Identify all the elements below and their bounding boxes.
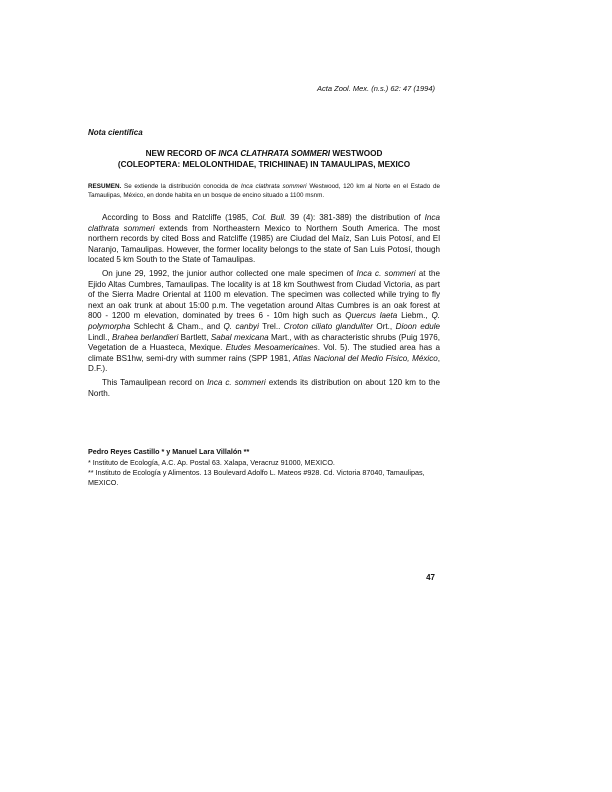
- p2-text: Liebm.,: [397, 311, 432, 321]
- p2-text: , D.F.).: [88, 353, 440, 374]
- p2-text: . Vol. 5). The studied area has a climate BS1hw, semi-dry with summer rains (SPP 1981,: [88, 343, 440, 363]
- p2-atlas-title: Atlas Nacional del Medio Físico, México: [293, 353, 438, 363]
- body-text: [88, 213, 440, 402]
- p2-species: Croton ciliato glanduliter: [283, 321, 373, 331]
- title-line-1-a: NEW RECORD OF: [145, 149, 219, 158]
- p1-text: 39 (4): 381-389) the distribution of: [286, 213, 425, 222]
- paper-title: [88, 148, 440, 170]
- p2-species: Dioon edule: [395, 321, 440, 331]
- p2-text: Ort.,: [373, 321, 396, 331]
- p2-species: Brahea berlandieri: [111, 332, 179, 342]
- p3-text: This Tamaulipean record on: [102, 377, 208, 387]
- paragraph-3: [88, 378, 440, 399]
- p2-species: Quercus laeta: [345, 311, 398, 321]
- resumen-abstract: [88, 182, 440, 200]
- paragraph-2: [88, 269, 440, 375]
- affiliation-2: ** Instituto de Ecología y Alimentos. 13 Boulevard Adolfo L. Mateos #928. Cd. Victoria 87040, Tamaulipas, MEXICO.: [88, 468, 425, 487]
- journal-citation: Acta Zool. Mex. (n.s.) 62: 47 (1994): [317, 84, 435, 93]
- resumen-text-a: Se extiende la distribución conocida de: [121, 183, 241, 190]
- author-names: Pedro Reyes Castillo * y Manuel Lara Villalón **: [88, 447, 250, 456]
- p2-text: Bartlett,: [178, 332, 211, 342]
- p2-species: Inca c. sommeri: [356, 268, 416, 278]
- resumen-species: Inca clathrata sommeri: [240, 183, 307, 190]
- title-line-1: [88, 148, 440, 159]
- section-label: Nota científica: [88, 128, 143, 137]
- p1-text: According to Boss and Ratcliffe (1985,: [102, 213, 253, 222]
- p1-species: Inca clathrata sommeri: [88, 213, 440, 233]
- p3-species: Inca c. sommeri: [207, 377, 266, 387]
- p2-species: Q. polymorpha: [88, 311, 440, 331]
- authors-block: [88, 447, 440, 488]
- p2-species: Q. canbyi: [223, 321, 259, 331]
- title-line-1-b: WESTWOOD: [330, 149, 383, 158]
- p2-text: Trel..: [258, 321, 284, 331]
- page-number: 47: [426, 573, 435, 582]
- p2-text: Mart., with as characteristic shrubs (Puig 1976, Vegetation de a Huasteca, Mexique.: [88, 332, 440, 353]
- p1-journal: Col. Bull.: [252, 213, 287, 222]
- paragraph-1: [88, 213, 440, 266]
- affiliation-1: * Instituto de Ecología, A.C. Ap. Postal 63. Xalapa, Veracruz 91000, MEXICO.: [88, 458, 335, 467]
- resumen-lead: RESUMEN.: [88, 183, 122, 190]
- p2-text: On june 29, 1992, the junior author collected one male specimen of: [102, 268, 357, 278]
- p2-text: Lindl.,: [88, 332, 112, 342]
- p2-text: at the Ejido Altas Cumbres, Tamaulipas. The locality is at 18 km Southwest from Ciudad Victoria, as part of the Sierra Madre Oriental at 1100 m elevation. The specimen was collected while trying to fly next an oak trunk at about 15:00 p.m. The vegetation around Altas Cumbres is an oak forest at 800 - 1200 m elevation, dominated by trees 6 - 10m high such as: [88, 268, 441, 321]
- p3-text: extends its distribution on about 120 km to the North.: [88, 377, 441, 398]
- p1-text: extends from Northeastern Mexico to Northern South America. The most northern records by cited Boss and Ratcliffe (1985) are Ciudad del Maíz, San Luis Potosí, and El Naranjo, Tamaulipas. However, the former locality belongs to the state of San Luis Potosí, though located 5 km South to the State of Tamaulipas.: [88, 223, 440, 265]
- p2-series-title: Etudes Mesoamericaines: [225, 343, 318, 353]
- title-species: INCA CLATHRATA SOMMERI: [218, 149, 331, 158]
- title-line-2: (COLEOPTERA: MELOLONTHIDAE, TRICHIINAE) IN TAMAULIPAS, MEXICO: [117, 160, 411, 169]
- resumen-text-b: Westwood, 120 km al Norte en el Estado de Tamaulipas, México, en donde habita en un bosque de encino situado a 1100 msnm.: [88, 183, 440, 199]
- p2-text: Schlecht & Cham., and: [130, 321, 224, 331]
- p2-species: Sabal mexicana: [210, 332, 269, 342]
